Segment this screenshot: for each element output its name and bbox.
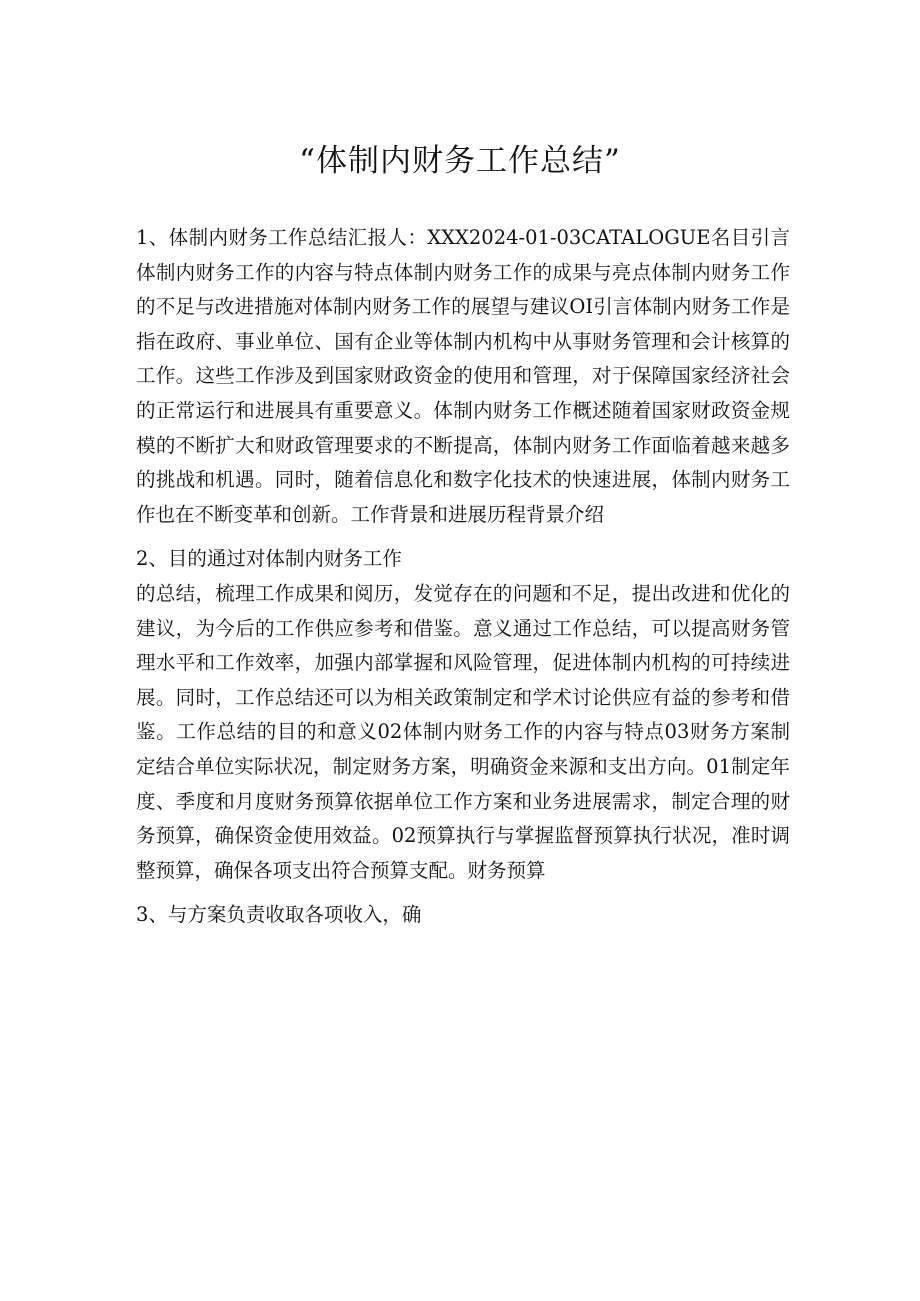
paragraph-2-text: 的总结，梳理工作成果和阅历，发觉存在的问题和不足，提出改进和优化的建议，为今后的工作供应参考和借鉴。意义通过工作总结，可以提高财务管理水平和工作效率，加强内部掌握和风险管理，促进体制内机构的可持续进展。同时，工作总结还可以为相关政策制定和学术讨论供应有益的参考和借鉴。工作总结的目的和意义02体制内财务工作的内容与特点03财务方案制定结合单位实际状况，制定财务方案，明确资金来源和支出方向。01制定年度、季度和月度财务预算依据单位工作方案和业务进展需求，制定合理的财务预算，确保资金使用效益。02预算执行与掌握监督预算执行状况，准时调整预算，确保各项支出符合预算支配。财务预算 (136, 581, 790, 882)
document-body (136, 221, 790, 933)
paragraph-1-text: 1、体制内财务工作总结汇报人：XXX2024-01-03CATALOGUE名目引言体制内财务工作的内容与特点体制内财务工作的成果与亮点体制内财务工作的不足与改进措施对体制内财务工作的展望与建议OI引言体制内财务工作是指在政府、事业单位、国有企业等体制内机构中从事财务管理和会计核算的工作。这些工作涉及到国家财政资金的使用和管理，对于保障国家经济社会的正常运行和进展具有重要意义。体制内财务工作概述随着国家财政资金规模的不断扩大和财政管理要求的不断提高，体制内财务工作面临着越来越多的挑战和机遇。同时，随着信息化和数字化技术的快速进展，体制内财务工作也在不断变革和创新。工作背景和进展历程背景介绍 (136, 226, 790, 526)
paragraph-3 (136, 898, 790, 933)
paragraph-2-lead: 2、目的通过对体制内财务工作 (136, 547, 402, 571)
paragraph-1 (136, 221, 790, 532)
paragraph-2 (136, 542, 790, 888)
paragraph-3-lead: 3、与方案负责收取各项收入，确 (136, 903, 422, 927)
document-title: “体制内财务工作总结” (299, 143, 621, 179)
